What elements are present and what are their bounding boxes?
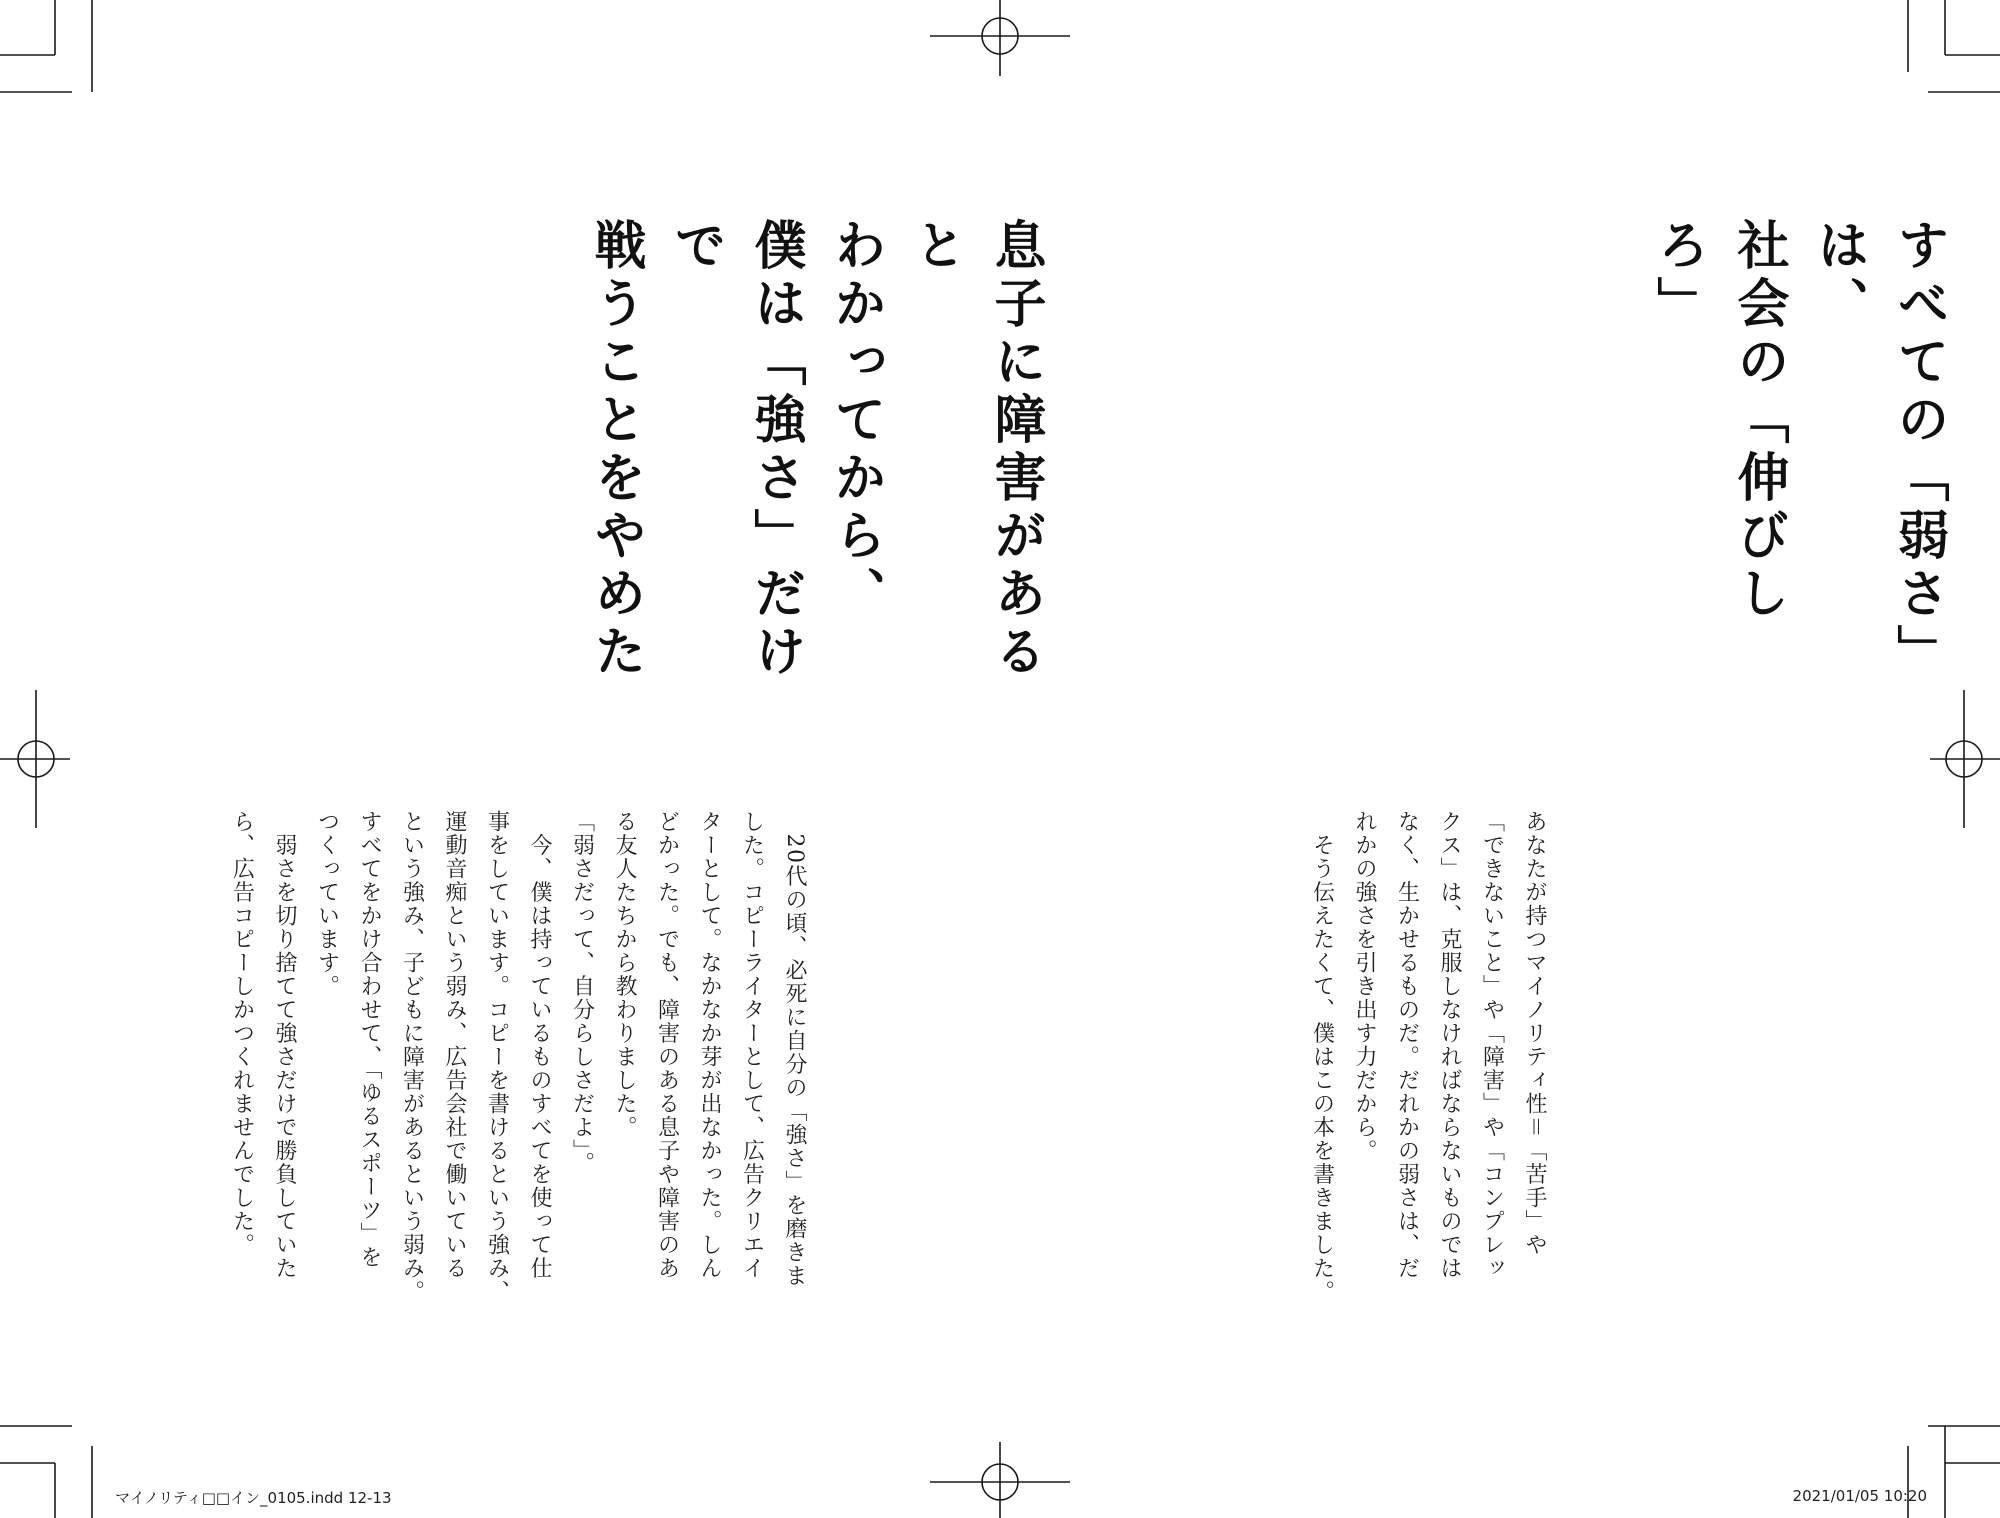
right-page-body — [1300, 810, 1555, 1304]
body-line: した。コピーライターとして、広告クリエイ — [739, 810, 765, 1280]
left-page-heading — [575, 218, 1055, 708]
body-line: 「できないこと」や「障害」や「コンプレッ — [1479, 810, 1505, 1280]
body-line: 今、僕は持っているものすべてを使って仕 — [527, 810, 552, 1280]
body-line: そう伝えたくて、僕はこの本を書きました。 — [1309, 810, 1335, 1304]
body-line: る友人たちから教わりました。 — [612, 810, 637, 1139]
body-line: つくっています。 — [314, 810, 340, 998]
body-line: ら、広告コピーしかつくれませんでした。 — [229, 810, 255, 1257]
body-line: 運動音痴という弱み、広告会社で働いている — [442, 810, 467, 1280]
body-line: すべてをかけ合わせて、「ゆるスポーツ」を — [357, 810, 382, 1269]
body-line: ターとして。なかなか芽が出なかった。しん — [697, 810, 722, 1280]
body-line: 弱さを切り捨てて強さだけで勝負していた — [272, 810, 297, 1280]
body-line: 20代の頃、必死に自分の「強さ」を磨きま — [782, 810, 807, 1288]
right-page-heading — [1638, 218, 1958, 678]
heading-line: わかってから、 — [825, 218, 885, 624]
heading-line: すべての「弱さ」は、 — [1808, 218, 1948, 656]
heading-line: 僕は「強さ」だけで — [665, 218, 805, 682]
body-line: れかの強さを引き出す力だから。 — [1352, 810, 1377, 1163]
print-timestamp: 2021/01/05 10:20 — [1792, 1487, 1927, 1505]
body-line: あなたが持つマイノリティ性＝「苦手」や — [1522, 810, 1547, 1257]
heading-line: 戦うことをやめた — [585, 218, 645, 682]
heading-line: 息子に障害があると — [905, 218, 1045, 682]
body-line: どかった。でも、障害のある息子や障害のあ — [654, 810, 680, 1280]
body-line: クス」は、克服しなければならないものでは — [1437, 810, 1462, 1280]
body-line: という強み、子どもに障害があるという弱み。 — [399, 810, 425, 1304]
body-line: 「弱さだって、自分らしさだよ」。 — [569, 810, 595, 1175]
file-slug: マイノリティ□□イン_0105.indd 12-13 — [115, 1489, 392, 1507]
body-line: なく、生かせるものだ。だれかの弱さは、だ — [1394, 810, 1420, 1280]
heading-line: 社会の「伸びしろ」 — [1648, 218, 1788, 624]
left-page-body — [220, 810, 815, 1304]
body-line: 事をしています。コピーを書けるという強み、 — [484, 810, 510, 1304]
